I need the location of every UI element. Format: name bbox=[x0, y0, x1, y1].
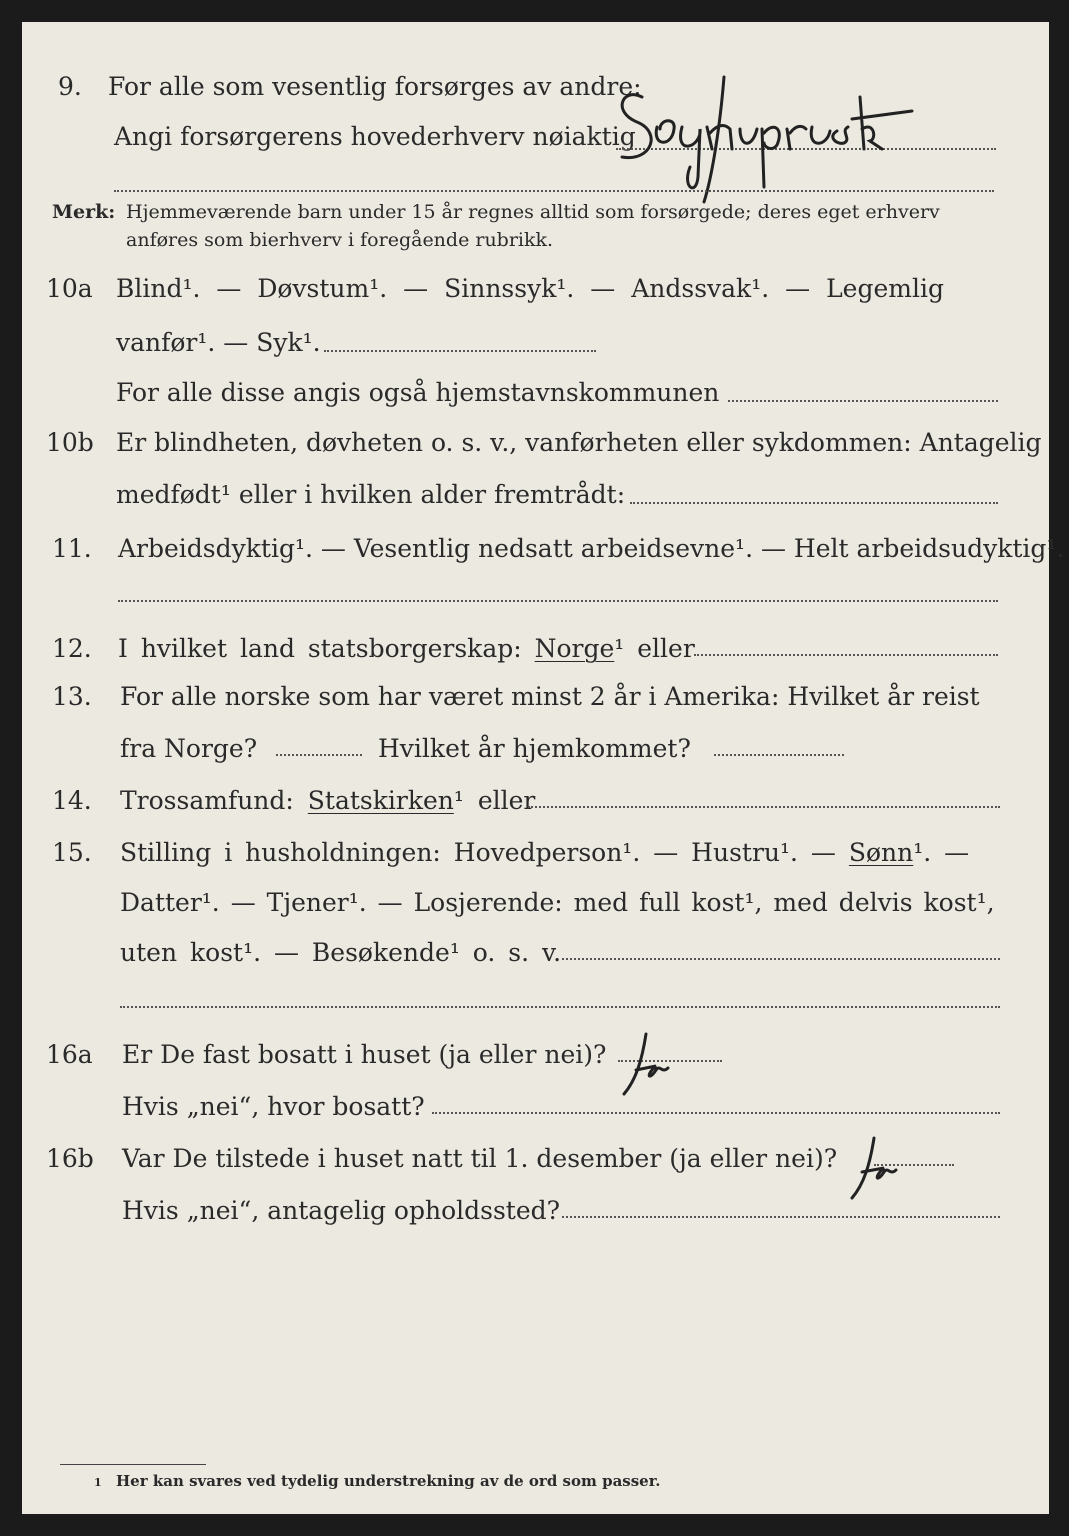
question-9-line2: Angi forsørgerens hovederhverv nøiaktig bbox=[114, 122, 636, 151]
question-14-text bbox=[120, 786, 535, 816]
question-9-line1: For alle som vesentlig forsørges av andre: bbox=[108, 72, 642, 101]
question-16b-number: 16b bbox=[46, 1144, 94, 1173]
question-12-post: ¹ eller bbox=[614, 634, 695, 663]
question-13-number: 13. bbox=[52, 682, 92, 711]
question-13-line2a: fra Norge? bbox=[120, 734, 258, 763]
answer-line bbox=[728, 400, 998, 402]
question-15-number: 15. bbox=[52, 838, 92, 867]
question-14-pre: Trossamfund: bbox=[120, 786, 294, 815]
continuation-line bbox=[118, 600, 998, 602]
answer-line bbox=[432, 1112, 1000, 1114]
question-12-pre: I hvilket land statsborgerskap: bbox=[118, 634, 522, 663]
question-9-number: 9. bbox=[58, 72, 82, 101]
question-15-line1-post: ¹. — bbox=[913, 838, 970, 867]
question-10a-line2: vanfør¹. — Syk¹. bbox=[116, 328, 321, 357]
footnote-rule bbox=[60, 1464, 206, 1465]
question-16b-line1: Var De tilstede i huset natt til 1. desember (ja eller nei)? bbox=[122, 1144, 838, 1173]
question-10b-line1: Er blindheten, døvheten o. s. v., vanførheten eller sykdommen: Antagelig bbox=[116, 428, 1042, 457]
census-form-page bbox=[22, 22, 1065, 1514]
answer-line bbox=[562, 1216, 1000, 1218]
answer-line bbox=[694, 654, 998, 656]
question-16a-line1: Er De fast bosatt i huset (ja eller nei)? bbox=[122, 1040, 607, 1069]
answer-line bbox=[630, 502, 998, 504]
question-10a-number: 10a bbox=[46, 274, 93, 303]
continuation-line bbox=[120, 1006, 1000, 1008]
question-14-number: 14. bbox=[52, 786, 92, 815]
question-12-underlined: Norge bbox=[534, 634, 615, 663]
handwritten-answer-16a bbox=[616, 1030, 686, 1100]
footnote-mark: 1 bbox=[94, 1476, 102, 1489]
note-label: Merk: bbox=[52, 201, 116, 223]
question-15-line2: Datter¹. — Tjener¹. — Losjerende: med full kost¹, med delvis kost¹, bbox=[120, 888, 995, 917]
question-13-line1: For alle norske som har været minst 2 år i Amerika: Hvilket år reist bbox=[120, 682, 980, 711]
question-11-line1: Arbeidsdyktig¹. — Vesentlig nedsatt arbeidsevne¹. — Helt arbeidsudyktig¹. bbox=[118, 534, 1065, 563]
answer-line bbox=[528, 806, 1000, 808]
handwritten-answer-9 bbox=[612, 67, 992, 207]
question-16b-line2: Hvis „nei“, antagelig opholdssted? bbox=[122, 1196, 561, 1225]
answer-line bbox=[324, 350, 596, 352]
answer-9-text: Sognepræst bbox=[612, 67, 619, 68]
question-10a-line1: Blind¹. — Døvstum¹. — Sinnssyk¹. — Andssvak¹. — Legemlig bbox=[116, 274, 944, 303]
question-14-underlined: Statskirken bbox=[307, 786, 454, 815]
question-10a-line3: For alle disse angis også hjemstavnskommunen bbox=[116, 378, 720, 407]
answer-line bbox=[562, 958, 1000, 960]
footnote-text: Her kan svares ved tydelig understrekning av de ord som passer. bbox=[116, 1472, 661, 1490]
note-line2: anføres som bierhverv i foregående rubrikk. bbox=[126, 229, 554, 251]
question-14-post: ¹ eller bbox=[453, 786, 536, 815]
answer-16b-text: Ja bbox=[840, 1134, 841, 1135]
continuation-line bbox=[114, 190, 994, 192]
note-line1: Hjemmeværende barn under 15 år regnes alltid som forsørgede; deres eget erhverv bbox=[126, 201, 940, 223]
question-16a-line2: Hvis „nei“, hvor bosatt? bbox=[122, 1092, 425, 1121]
question-10b-number: 10b bbox=[46, 428, 94, 457]
answer-line bbox=[276, 754, 362, 756]
question-16a-number: 16a bbox=[46, 1040, 93, 1069]
answer-16a-text: Ja bbox=[616, 1030, 617, 1031]
question-12-number: 12. bbox=[52, 634, 92, 663]
question-10b-line2: medfødt¹ eller i hvilken alder fremtrådt: bbox=[116, 480, 626, 509]
question-15-line1 bbox=[120, 838, 969, 868]
question-15-line3: uten kost¹. — Besøkende¹ o. s. v. bbox=[120, 938, 562, 967]
question-12-text bbox=[118, 634, 695, 664]
question-13-line2b: Hvilket år hjemkommet? bbox=[378, 734, 691, 763]
handwritten-answer-16b bbox=[840, 1134, 910, 1204]
question-15-line1-pre: Stilling i husholdningen: Hovedperson¹. — Hustru¹. — bbox=[120, 838, 836, 867]
question-15-underlined: Sønn bbox=[848, 838, 914, 867]
answer-line bbox=[714, 754, 844, 756]
question-11-number: 11. bbox=[52, 534, 92, 563]
